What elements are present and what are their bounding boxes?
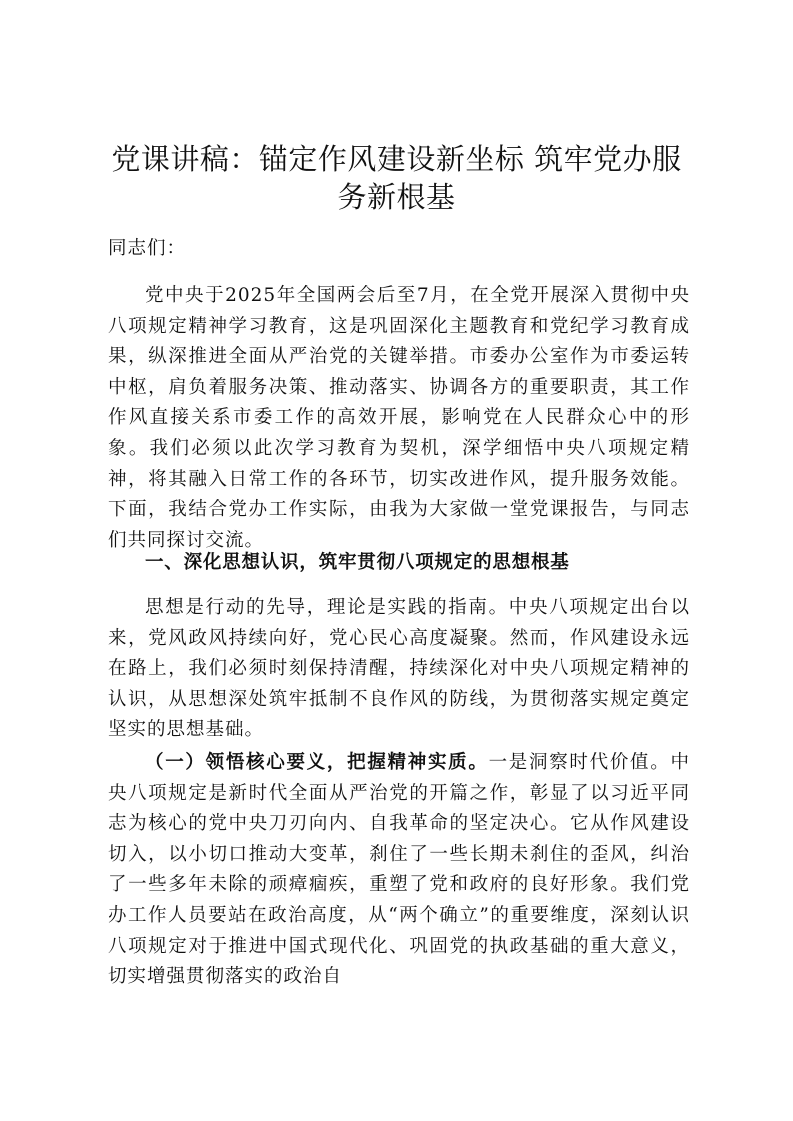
subsection-1-lead: （一）领悟核心要义，把握精神实质。 xyxy=(145,752,489,773)
paragraph-subsection-1 xyxy=(108,748,690,993)
salutation: 同志们： xyxy=(108,238,187,259)
subsection-1-text: 一是洞察时代价值。中央八项规定是新时代全面从严治党的开篇之作，彰显了以习近平同志为核心的党中央刀刃向内、自我革命的坚定决心。它从作风建设切入，以小切口推动大变革，刹住了一些长期未刹住的歪风，纠治了一些多年未除的顽瘴痼疾，重塑了党和政府的良好形象。我们党办工作人员要站在政治高度，从“两个确立”的重要维度，深刻认识八项规定对于推进中国式现代化、巩固党的执政基础的重大意义，切实增强贯彻落实的政治自 xyxy=(108,752,690,988)
paragraph-intro: 党中央于2025年全国两会后至7月，在全党开展深入贯彻中央八项规定精神学习教育，这是巩固深化主题教育和党纪学习教育成果，纵深推进全面从严治党的关键举措。市委办公室作为市委运转中枢，肩负着服务决策、推动落实、协调各方的重要职责，其工作作风直接关系市委工作的高效开展，影响党在人民群众心中的形象。我们必须以此次学习教育为契机，深学细悟中央八项规定精神，将其融入日常工作的各环节，切实改进作风，提升服务效能。下面，我结合党办工作实际，由我为大家做一堂党课报告，与同志们共同探讨交流。 xyxy=(108,285,690,551)
paragraph-section-1: 思想是行动的先导，理论是实践的指南。中央八项规定出台以来，党风政风持续向好，党心民心高度凝聚。然而，作风建设永远在路上，我们必须时刻保持清醒，持续深化对中央八项规定精神的认识，从思想深处筑牢抵制不良作风的防线，为贯彻落实规定奠定坚实的思想基础。 xyxy=(108,597,690,741)
section-heading-1: 一、深化思想认识，筑牢贯彻八项规定的思想根基 xyxy=(145,552,570,573)
document-title: 党课讲稿：锚定作风建设新坐标 筑牢党办服务新根基 xyxy=(111,142,682,214)
